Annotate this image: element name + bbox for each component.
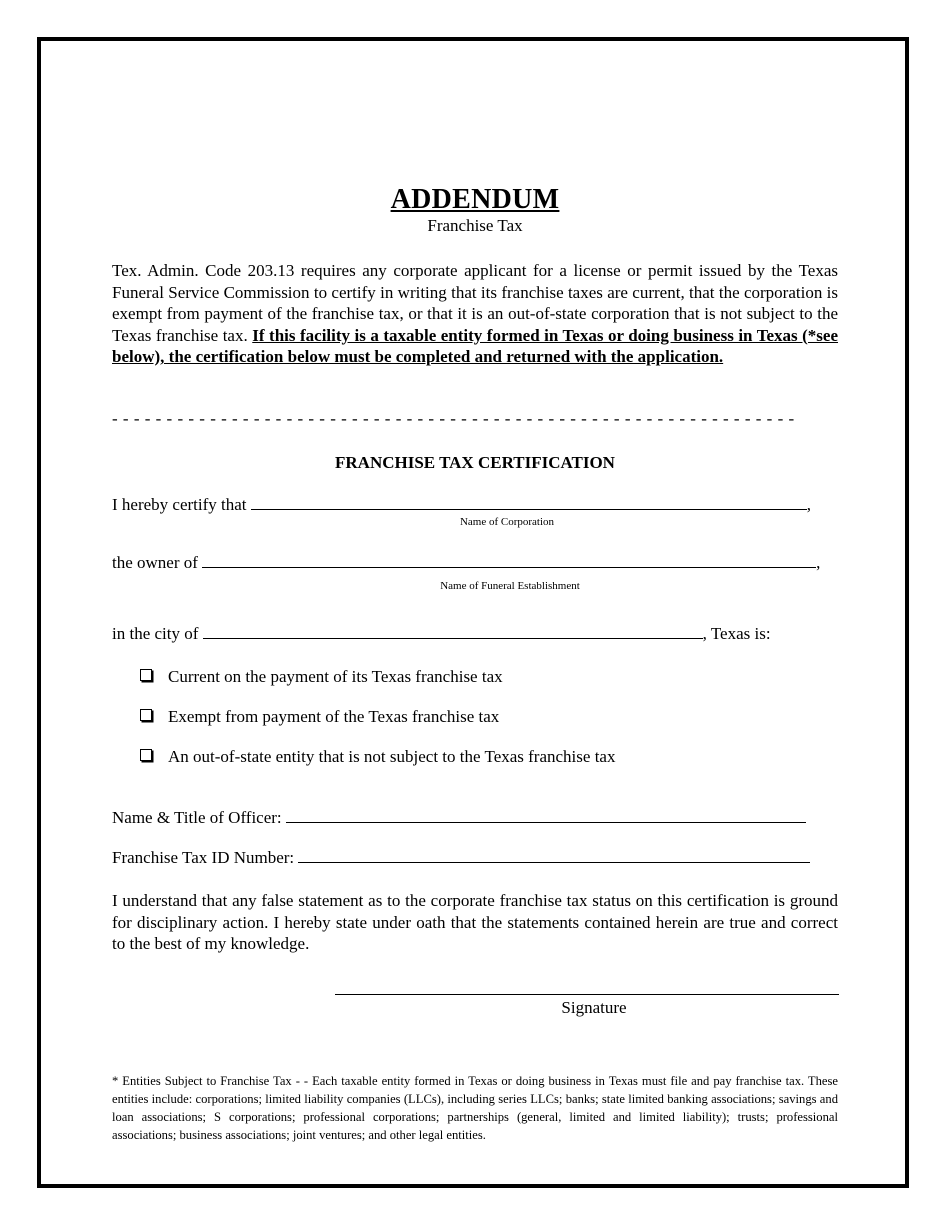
officer-label: Name & Title of Officer: xyxy=(112,808,282,827)
intro-text: Tex. Admin. Code 203.13 requires any corporate applicant for a license or permit issued by the Texas Funeral Service Commission to certify in writing that its franchise taxes are current, that the corporation is exempt from payment of the franchise tax, or that it is an out-of-state corporation that is not subject to the Texas franchise tax. xyxy=(112,261,838,345)
option-out-of-state-label: An out-of-state entity that is not subject to the Texas franchise tax xyxy=(168,747,616,766)
corporation-name-field[interactable] xyxy=(251,495,807,510)
owner-row xyxy=(112,553,820,573)
page-title: ADDENDUM xyxy=(390,184,560,215)
option-exempt[interactable] xyxy=(140,707,499,727)
checkbox-exempt[interactable] xyxy=(140,709,152,721)
option-current[interactable] xyxy=(140,667,503,687)
signature-label: Signature xyxy=(561,998,627,1017)
owner-label: the owner of xyxy=(112,553,198,572)
certification-title: FRANCHISE TAX CERTIFICATION xyxy=(335,453,615,472)
tax-id-label: Franchise Tax ID Number: xyxy=(112,848,295,867)
city-row xyxy=(112,624,771,644)
tax-id-field[interactable] xyxy=(298,848,810,863)
signature-line[interactable] xyxy=(335,994,839,995)
option-exempt-label: Exempt from payment of the Texas franchise tax xyxy=(168,707,500,726)
owner-comma: , xyxy=(816,553,821,572)
certify-row xyxy=(112,495,811,515)
city-suffix: , Texas is: xyxy=(702,624,771,643)
certify-comma: , xyxy=(806,495,812,514)
tax-id-row xyxy=(112,848,810,868)
option-out-of-state[interactable] xyxy=(140,747,615,767)
intro-paragraph xyxy=(112,260,838,368)
establishment-name-caption: Name of Funeral Establishment xyxy=(440,580,580,592)
checkbox-out-of-state[interactable] xyxy=(140,749,152,761)
cut-line-separator: - - - - - - - - - - - - - - - - - - - - - - - - - - - - - - - - - - - - - - - - - - - - - - - - - - - - - - - - - - - - - - - xyxy=(112,409,795,428)
page-subtitle: Franchise Tax xyxy=(427,216,523,235)
option-current-label: Current on the payment of its Texas franchise tax xyxy=(168,667,503,686)
officer-row xyxy=(112,808,806,828)
intro-emphasis: If this facility is a taxable entity formed in Texas or doing business in Texas (*see below), the certification below must be completed and returned with the application. xyxy=(112,325,839,367)
certify-label: I hereby certify that xyxy=(112,495,247,514)
officer-field[interactable] xyxy=(286,808,806,823)
footnote: * Entities Subject to Franchise Tax - - Each taxable entity formed in Texas or doing business in Texas must file and pay franchise tax. These entities include: corporations; limited liability companies (LLCs), including series LLCs; banks; state limited banking associations; savings and loan associations; S corporations; professional corporations; partnerships (general, limited and limited liability); trusts; professional associations; business associations; joint ventures; and other legal entities. xyxy=(112,1074,838,1142)
oath-paragraph: I understand that any false statement as to the corporate franchise tax status on this certification is ground for disciplinary action. I hereby state under oath that the statements contained herein are true and correct to the best of my knowledge. xyxy=(112,891,838,954)
checkbox-current[interactable] xyxy=(140,669,152,681)
corporation-name-caption: Name of Corporation xyxy=(459,516,555,528)
city-label: in the city of xyxy=(112,624,199,643)
city-field[interactable] xyxy=(203,624,703,639)
establishment-name-field[interactable] xyxy=(202,553,816,568)
